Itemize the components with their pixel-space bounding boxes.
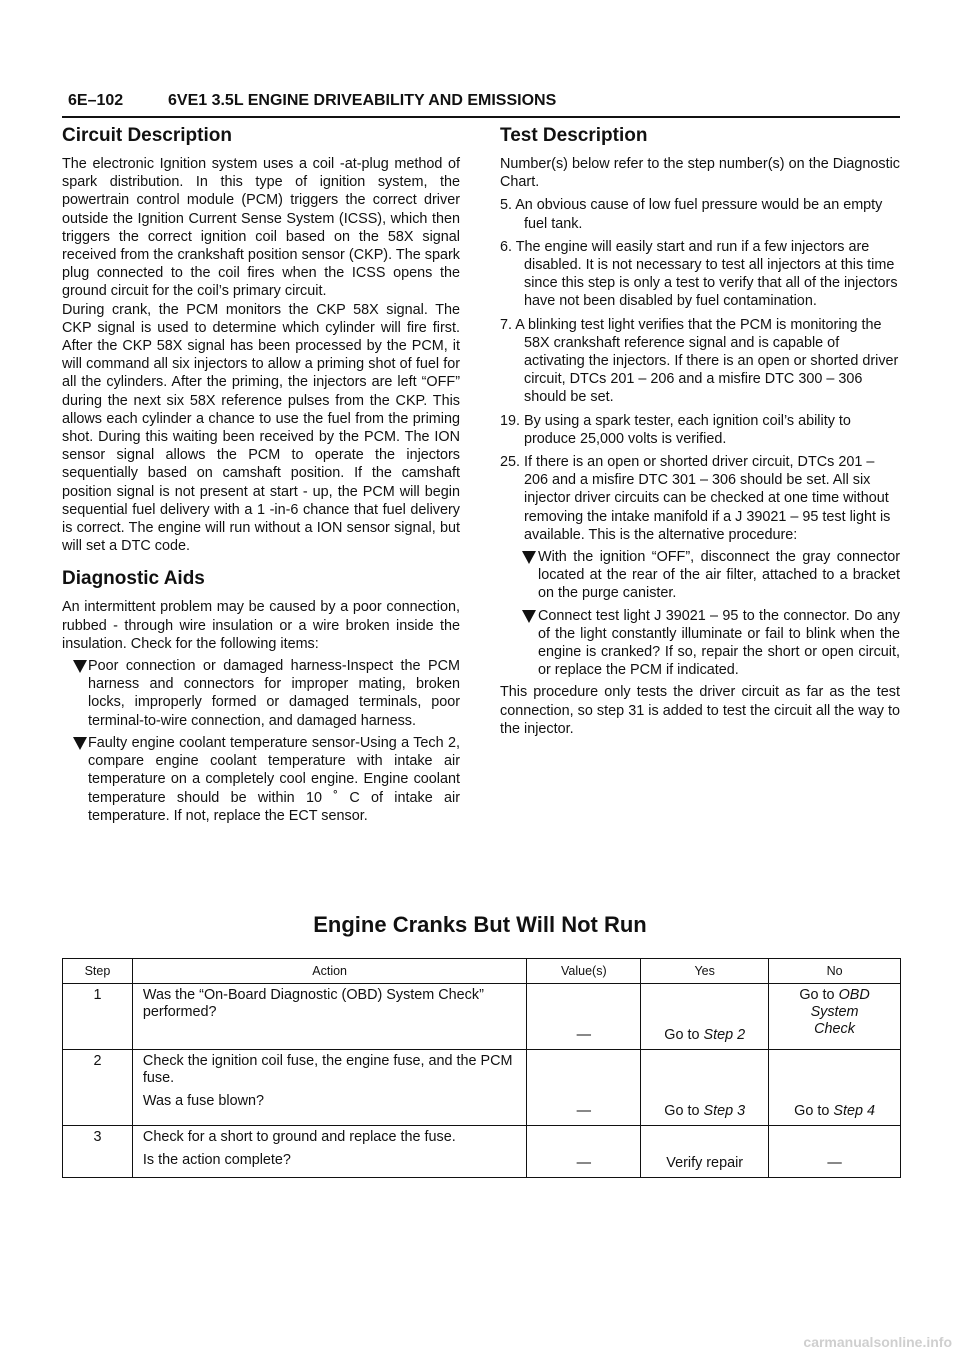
column-header-values: Value(s): [527, 959, 641, 984]
step-number: 2: [63, 1050, 133, 1126]
no-cell: —: [769, 1126, 901, 1178]
triangle-bullet-icon: [522, 551, 536, 564]
column-header-step: Step: [63, 959, 133, 984]
table-row: [63, 1126, 901, 1178]
test-item: 6. The engine will easily start and run if a few injectors are disabled. It is not necessary to test all injectors at this time since this step is only a test to verify that all of the injectors have not been disabled by fuel contamination.: [500, 238, 898, 310]
step-number: 3: [63, 1126, 133, 1178]
table-row: [63, 984, 901, 1050]
diagnostic-aids-bullet: [62, 657, 460, 730]
no-step-link-line[interactable]: System: [810, 1004, 859, 1020]
column-header-yes: Yes: [641, 959, 769, 984]
bullet-text: With the ignition “OFF”, disconnect the gray connector located at the rear of the air filter, attached to a bracket on the purge canister.: [538, 549, 900, 602]
values-cell: —: [527, 984, 641, 1050]
circuit-paragraph-2: During crank, the PCM monitors the CKP 58X signal. The CKP signal is used to determine which cylinder will fire first. After the CKP 58X signal has been processed by the PCM, it will command all six injectors to allow a priming shot of fuel for all the cylinders. After the priming, the injectors are left “OFF” during the next six 58X reference pulses from the CKP. This allows each cylinder a chance to use the fuel from the priming shot. During this waiting been received by the PCM. The ION sensor signal allows the PCM to operate the injectors sequentially based on camshaft position. If the camshaft position signal is not present at start - up, the PCM will begin sequential fuel delivery with a 1 -in-6 chance that fuel delivery is correct. The engine will run without a ION sensor signal, but will set a DTC code.: [62, 301, 460, 555]
page-header: [62, 90, 900, 118]
yes-prefix: Go to: [664, 1103, 704, 1119]
triangle-bullet-icon: [73, 660, 87, 673]
test-item: 5. An obvious cause of low fuel pressure would be an empty fuel tank.: [500, 197, 883, 232]
test-item: 25. If there is an open or shorted driver circuit, DTCs 201 – 206 and a misfire DTC 301 – 306 should be set. All six injector driver circuits can be checked at one time without removing the intake manifold if a J 39021 – 95 test light is available. This is the alternative procedure:: [500, 454, 891, 543]
diagnostic-aids-intro: An intermittent problem may be caused by a poor connection, rubbed - through wire insulation or a wire broken inside the insulation. Check for the following items:: [62, 599, 460, 652]
yes-step-link[interactable]: Step 2: [703, 1027, 746, 1043]
test-item: 7. A blinking test light verifies that the PCM is monitoring the 58X crankshaft reference signal and is capable of activating the injectors. If there is an open or shorted driver circuit, DTCs 201 – 206 and a misfire DTC 300 – 306 should be set.: [500, 316, 899, 406]
bullet-text: Poor connection or damaged harness-Inspect the PCM harness and connectors for improper mating, broken locks, improperly formed or damaged terminals, poor terminal-to-wire connection, and damaged harness.: [88, 658, 460, 729]
watermark-text: carmanualsonline.info: [803, 1334, 952, 1350]
bullet-text: Connect test light J 39021 – 95 to the connector. Do any of the light constantly illuminate or fail to blink when the engine is cranked? If so, repair the short or open circuit, or replace the PCM if indicated.: [538, 607, 900, 679]
page-number: 6E–102: [68, 92, 124, 109]
action-question: Is the action complete?: [142, 1152, 291, 1168]
no-cell: [769, 984, 901, 1050]
test-description-closing: This procedure only tests the driver circuit as far as the test connection, so step 31 is added to test the circuit all the way to the injector.: [500, 684, 900, 737]
no-prefix: Go to: [794, 1103, 834, 1119]
procedure-bullet: [500, 607, 900, 680]
action-cell: [132, 1126, 526, 1178]
column-header-no: No: [769, 959, 901, 984]
table-row: [63, 1050, 901, 1126]
action-question: Was a fuse blown?: [142, 1093, 264, 1109]
procedure-bullet: [500, 548, 900, 603]
circuit-description-heading: Circuit Description: [62, 125, 232, 146]
action-cell: [132, 984, 526, 1050]
bullet-text: Faulty engine coolant temperature sensor-Using a Tech 2, compare engine coolant temperature with intake air temperature on a completely cool engine. Engine coolant temperature should be within 10 ˚ C of intake air temperature. If not, replace the ECT sensor.: [88, 734, 460, 824]
yes-prefix: Go to: [664, 1027, 704, 1043]
test-description-heading: Test Description: [500, 125, 648, 146]
diagnostic-table: [62, 958, 901, 1178]
no-prefix: Go to: [799, 987, 839, 1003]
diagnostic-chart-title: Engine Cranks But Will Not Run: [313, 912, 647, 937]
diagnostic-aids-bullet: [62, 734, 460, 825]
action-text: Was the “On-Board Diagnostic (OBD) System Check” performed?: [142, 987, 484, 1020]
action-cell: [132, 1050, 526, 1126]
values-cell: —: [527, 1126, 641, 1178]
circuit-paragraph-1: The electronic Ignition system uses a coil -at-plug method of spark distribution. In this type of ignition system, the powertrain control module (PCM) triggers the correct driver outside the Ignition Current Sense System (ICSS), which then triggers the correct ignition coil based on the 58X signal received from the crankshaft position sensor (CKP). The spark plug connected to the coil fires when the ICSS opens the ground circuit for the coil’s primary circuit.: [62, 156, 460, 300]
column-header-action: Action: [132, 959, 526, 984]
triangle-bullet-icon: [73, 737, 87, 750]
no-step-link-line[interactable]: Check: [814, 1021, 855, 1037]
yes-cell: Verify repair: [641, 1126, 769, 1178]
diagnostic-aids-heading: Diagnostic Aids: [62, 568, 205, 590]
yes-cell: [641, 1050, 769, 1126]
no-cell-line: [775, 987, 894, 1004]
no-step-link[interactable]: OBD: [838, 987, 870, 1003]
right-column: [500, 124, 900, 738]
section-title: 6VE1 3.5L ENGINE DRIVEABILITY AND EMISSIONS: [168, 92, 557, 109]
table-header-row: [63, 959, 901, 984]
no-step-link[interactable]: Step 4: [833, 1103, 875, 1119]
test-description-intro: Number(s) below refer to the step number(s) on the Diagnostic Chart.: [500, 156, 900, 191]
triangle-bullet-icon: [522, 610, 536, 623]
yes-cell: [641, 984, 769, 1050]
test-item: 19. By using a spark tester, each ignition coil’s ability to produce 25,000 volts is verified.: [500, 412, 851, 447]
left-column: [62, 124, 460, 825]
action-text: Check the ignition coil fuse, the engine fuse, and the PCM fuse.: [142, 1053, 513, 1086]
step-number: 1: [63, 984, 133, 1050]
no-cell: [769, 1050, 901, 1126]
values-cell: —: [527, 1050, 641, 1126]
yes-step-link[interactable]: Step 3: [703, 1103, 746, 1119]
action-text: Check for a short to ground and replace the fuse.: [142, 1129, 456, 1145]
